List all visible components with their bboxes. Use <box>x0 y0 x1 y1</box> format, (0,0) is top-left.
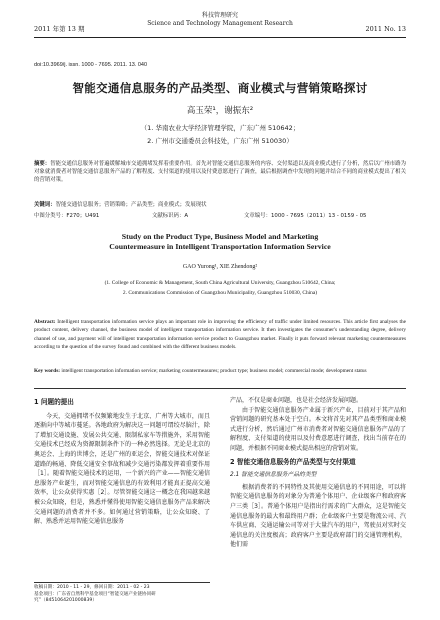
affiliation-en-2: 2. Communications Commission of Guangzhou Municipality, Guangzhou 510030, China) <box>122 290 318 296</box>
document-code: 文献标识码：A <box>152 213 189 219</box>
subsection-heading-2-1: 2.1 智能交通信息服务产品的类型 <box>230 472 317 479</box>
section-heading-2: 2 智能交通信息服务的产品类型与交付渠道 <box>230 457 356 466</box>
keywords-cn-text: 智能交通信息服务；营销策略；产品类型；商业模式；发展现状 <box>55 202 207 208</box>
abstract-cn-text: 智能交通信息服务对普遍缓解城市交通拥堵发挥着重要作用。首先对智能交通信息服务的内容、交付渠道以及商业模式进行了分析，然后以广州市路为对象就消费者对智能交通信息服务产品的了解程度、支付渠道的使用以及付费意愿进行了调查，最后根据调查中发现的问题并结合不同的商业模式提出了相关的营销对策。 <box>34 161 406 184</box>
keywords-en-text: intelligent transportation information service; marketing countermeasures; product type; business model; commercial mode; development status <box>61 368 367 374</box>
abstract-cn <box>34 160 406 185</box>
abstract-en-text: Intelligent transportation information service plays an important role in improving the efficiency of traffic under limited resources. This article first analyses the product content, delivery channel, the business model of intelligent transportation information service. It then investigates the consumer's understanding degree, delivery channel of use, and payment will of intelligent transportation information service product to Guangzhou market. Finally it puts forward relevant marketing countermeasures according to the question of the survey found and combined with the different business models. <box>34 319 406 350</box>
body-left-column <box>34 396 210 527</box>
header-issue-cn: 2011 年第 13 期 <box>34 25 85 33</box>
authors-cn: 高玉荣¹，谢振东² <box>186 106 254 116</box>
keywords-en <box>34 367 406 375</box>
abstract-en-label: Abstract: <box>34 319 56 325</box>
title-en <box>0 232 440 252</box>
abstract-cn-label: 摘要： <box>34 161 51 167</box>
footnote-received: 收稿日期：2010 - 11 - 29，修回日期：2011 - 02 - 23 <box>34 585 150 590</box>
article-number: 文章编号：1000 - 7695（2011）13 - 0159 - 05 <box>244 213 367 219</box>
footnote <box>34 582 210 605</box>
body-paragraph: 根据消费者的不同特性及其使用交通信息的不同用途，可以将智能交通信息服务的对象分为普通个体用户、企业级客户和政府客户三类［3］。普通个体用户是指出行需求的广大群众，这是智能交通信息服务的最大和最终用户群；企业级客户主要是物流公司、汽车供应商、交通运输公司等对于大量汽车的用户，驾驶员对实时交通信息的关注度极高；政府客户主要是政府部门的交通管理机构，他们需 <box>230 483 406 549</box>
affiliation-cn-2: 2. 广州市交通委员会科技处，广东广州 510030） <box>147 137 293 145</box>
affiliation-en-1: (1. College of Economic & Management, South China Agricultural University, Guangzhou 510642, China; <box>104 280 336 286</box>
affiliation-cn-1: （1. 华南农业大学经济管理学院，广东广州 510642； <box>140 124 300 132</box>
header-journal-cn: 科技管理研究 <box>201 12 238 19</box>
clc-number: 中图分类号：F270；U491 <box>34 213 100 219</box>
body-paragraph: 产品，不仅是商业问题，也是社会经济发展问题。 <box>230 397 363 404</box>
keywords-cn <box>34 200 406 208</box>
body-paragraph: 今天，交通拥堵不仅频繁地发生于北京、广州等大城市，而且逐渐向中等城市蔓延。各地政府为解决这一问题可谓绞尽脑汁，除了增加交通设施、发展公共交通、限制私家车等措施外，采用智能交通技术已经成为资源限制条件下的一种必然选择。无论是北京的奥运会、上海的世博会，还是广州的亚运会，智能交通技术对保证道路的畅通、降低交通安全事故和减少交通污染都发挥着重要作用［1］。随着智能交通技术的运用，一个新兴的产业——智能交通信息服务产业诞生，而对智能交通信息的有效利用才能真正提高交通效率，让公众获得实惠［2］。尽管智能交通这一概念在我国越来越被公众知晓，但是，熟悉并懂得使用智能交通信息服务产品来解决交通问题的消费者并不多。如何通过营销策略，让公众知晓、了解、熟悉并运用智能交通信息服务 <box>34 412 210 526</box>
divider <box>34 388 406 389</box>
authors-en: GAO Yurong¹, XIE Zhendong² <box>182 264 258 270</box>
header-journal <box>34 12 406 28</box>
running-header <box>34 12 406 38</box>
keywords-cn-label: 关键词： <box>34 202 56 208</box>
classification-cn <box>34 211 406 219</box>
title-en-line-1: Study on the Product Type, Business Model and Marketing <box>121 232 319 241</box>
doi: doi:10.3969/j. issn. 1000 - 7695. 2011. 13. 040 <box>34 62 148 68</box>
footnote-fund: 基金项目：广东省自然科学基金项目“智能交通产业链协同研究”（8451064201000839） <box>34 591 156 604</box>
body-right-column <box>230 396 406 550</box>
abstract-en <box>34 318 406 351</box>
header-issue-en: 2011 No. 13 <box>365 25 406 33</box>
title-en-line-2: Countermeasure in Intelligent Transportation Information Service <box>109 242 331 251</box>
header-journal-en: Science and Technology Management Research <box>147 20 293 27</box>
keywords-en-label: Key words: <box>34 368 61 374</box>
body-paragraph: 由于智能交通信息服务产业属于新兴产业，目前对于其产品和营销问题的研究基本处于空白。本文将首先对其产品类型和商业模式进行分析，然后通过广州市消费者对智能交通信息服务产品的了解程度、支付渠道的使用以及付费意愿进行调查，找出当前存在的问题，并根据不同商业模式提出相应的营销对策。 <box>230 406 406 452</box>
section-heading-1: 1 问题的提出 <box>34 398 74 406</box>
title-cn: 智能交通信息服务的产品类型、商业模式与营销策略探讨 <box>72 81 368 95</box>
